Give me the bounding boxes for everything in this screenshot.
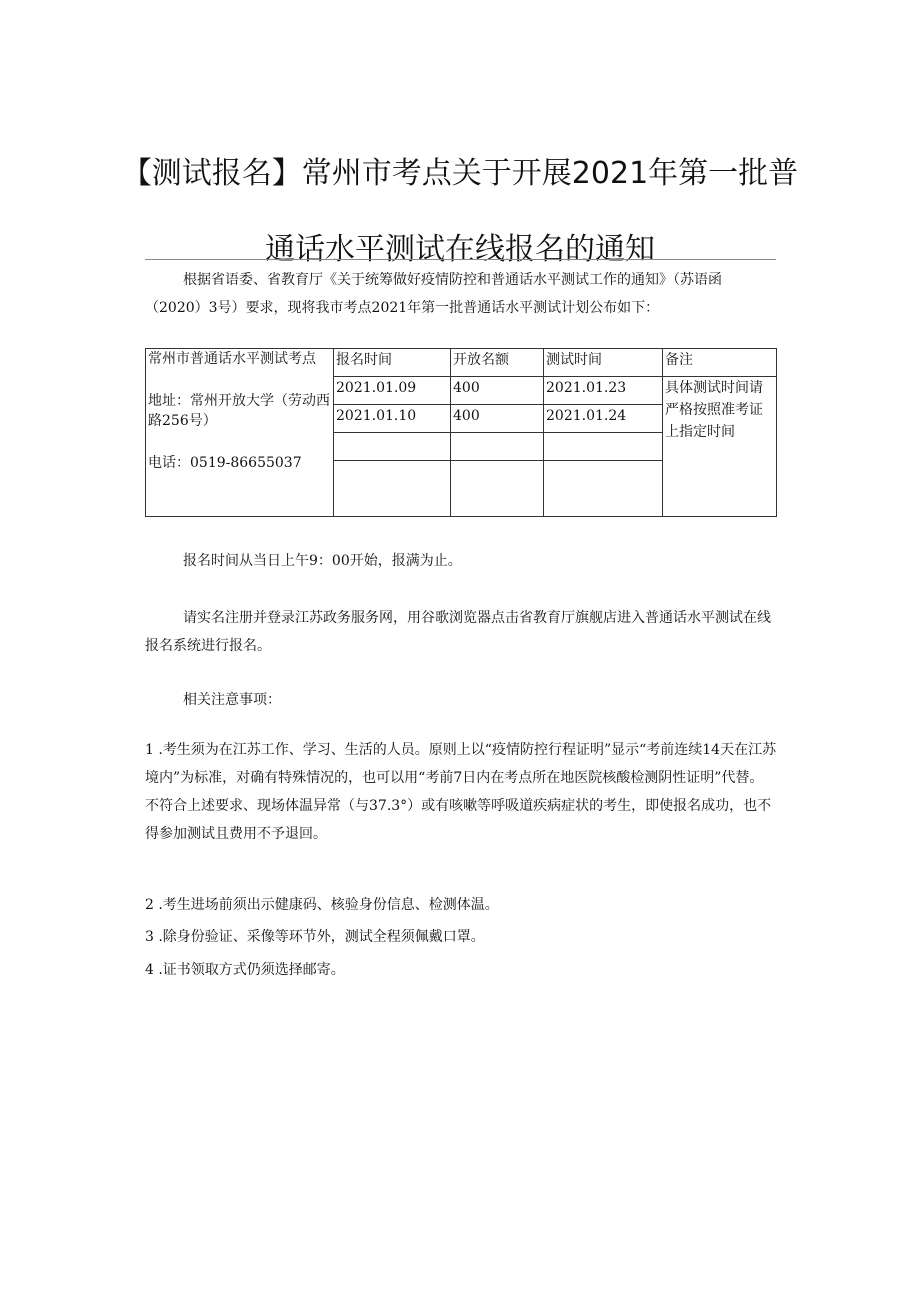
header-test-time: 测试时间 <box>544 349 663 377</box>
table-cell <box>334 433 451 461</box>
table-cell: 2021.01.23 <box>544 377 663 405</box>
table-cell: 2021.01.24 <box>544 405 663 433</box>
header-reg-time: 报名时间 <box>334 349 451 377</box>
table-cell <box>544 433 663 461</box>
table-cell <box>334 461 451 517</box>
table-cell <box>544 461 663 517</box>
site-info-cell <box>146 349 334 517</box>
page-title-line-1: 【测试报名】常州市考点关于开展2021年第一批普 <box>121 156 799 191</box>
notes-heading: 相关注意事项： <box>183 692 281 708</box>
note-item-4: 4 .证书领取方式仍须选择邮寄。 <box>145 962 345 978</box>
note-item-2: 2 .考生进场前须出示健康码、核验身份信息、检测体温。 <box>145 897 499 913</box>
title-divider <box>145 259 776 260</box>
site-address: 地址：常州开放大学（劳动西路256号） <box>148 393 330 429</box>
intro-paragraph: 根据省语委、省教育厅《关于统筹做好疫情防控和普通话水平测试工作的通知》（苏语函（2020）3号）要求，现将我市考点2021年第一批普通话水平测试计划公布如下： <box>145 272 722 316</box>
table-cell: 400 <box>451 405 544 433</box>
table-cell: 400 <box>451 377 544 405</box>
page-title-line-2: 通话水平测试在线报名的通知 <box>265 232 655 267</box>
table-cell: 2021.01.10 <box>334 405 451 433</box>
table-cell: 2021.01.09 <box>334 377 451 405</box>
note-item-3: 3 .除身份验证、采像等环节外，测试全程须佩戴口罩。 <box>145 929 485 945</box>
instructions-paragraph: 请实名注册并登录江苏政务服务网，用谷歌浏览器点击省教育厅旗舰店进入普通话水平测试在线报名系统进行报名。 <box>145 610 771 654</box>
site-name: 常州市普通话水平测试考点 <box>148 351 316 367</box>
header-quota: 开放名额 <box>451 349 544 377</box>
site-phone: 电话：0519-86655037 <box>148 455 302 471</box>
note-item-1: 1 .考生须为在江苏工作、学习、生活的人员。原则上以“疫情防控行程证明”显示“考前连续14天在江苏境内”为标准，对确有特殊情况的，也可以用“考前7日内在考点所在地医院核酸检测阴性证明”代替。不符合上述要求、现场体温异常（与37.3°）或有咳嗽等呼吸道疾病症状的考生，即使报名成功，也不得参加测试且费用不予退回。 <box>145 742 777 842</box>
remark-cell: 具体测试时间请严格按照准考证上指定时间 <box>663 377 777 517</box>
header-remark: 备注 <box>663 349 777 377</box>
registration-time: 报名时间从当日上午9：00开始，报满为止。 <box>183 553 462 569</box>
table-cell <box>451 433 544 461</box>
schedule-table <box>145 348 777 517</box>
table-cell <box>451 461 544 517</box>
